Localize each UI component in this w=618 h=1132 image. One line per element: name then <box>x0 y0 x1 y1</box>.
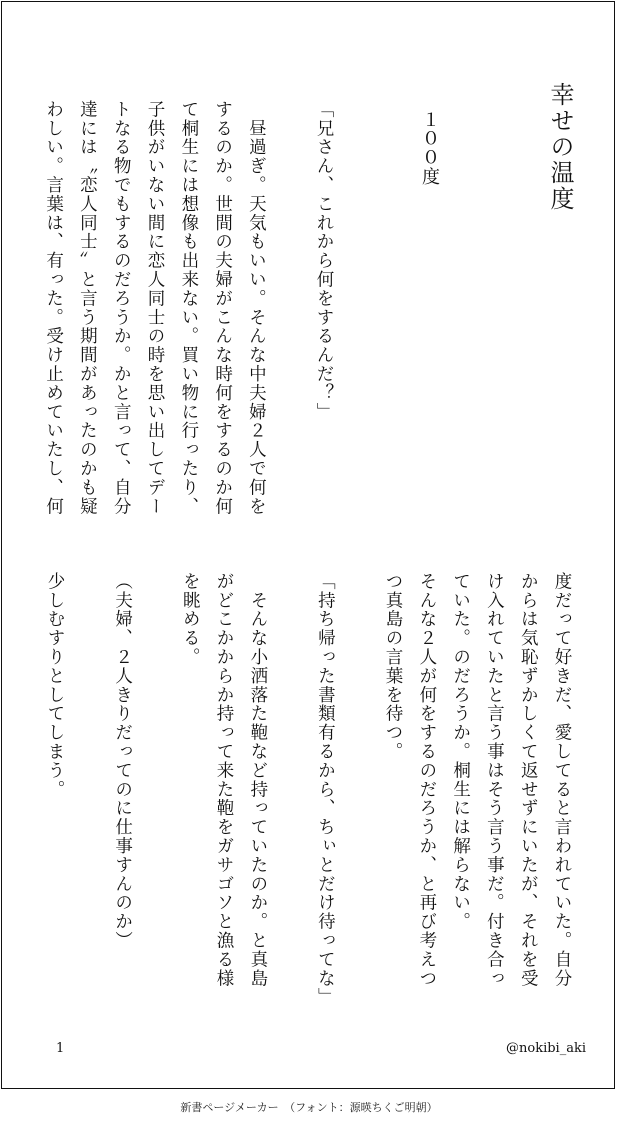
text-block-lower: 度だって好きだ、愛してると言われていた。自分 からは気恥ずかしくて返せずにいたが、それを受 け入れていたと言う事はそう言う事だ。付き合っ ていた。のだろうか。桐生には解らない。 そんな２人が何をするのだろうか、と再び考えつ つ真島の言葉を待つ。 「持ち帰った書類有るから、ちぃとだけ待ってな」 そんな小洒落た鞄など持っていたのか。と真島 がどこかからか持って来た鞄をガサゴソと漁る様 を眺める。 （夫婦、２人きりだってのに仕事すんのか） 少しむすりとしてしまう。 <box>45 572 572 1007</box>
author-handle: @nokibi_aki <box>506 1041 586 1056</box>
story-title: 幸せの温度 <box>546 82 574 212</box>
text-block-upper: 「兄さん、これから何をするんだ？」 昼過ぎ。天気もいい。そんな中夫婦２人で何を するのか。世間の夫婦がこんな時何をするのか何 て桐生には想像も出来ない。買い物に行ったり、 子供がいない間に恋人同士の時を思い出してデー トなる物でもするのだろうか。かと言って、自分 達には〝恋人同士〟と言う期間があったのかも疑 わしい。言葉は、有った。受け止めていたし、何 <box>43 100 334 516</box>
manuscript-page <box>1 1 615 1089</box>
page-number: 1 <box>56 1041 65 1056</box>
chapter-subtitle: １００度 <box>419 110 440 186</box>
generator-caption: 新書ページメーカー （フォント：源暎ちくご明朝） <box>180 1101 438 1114</box>
